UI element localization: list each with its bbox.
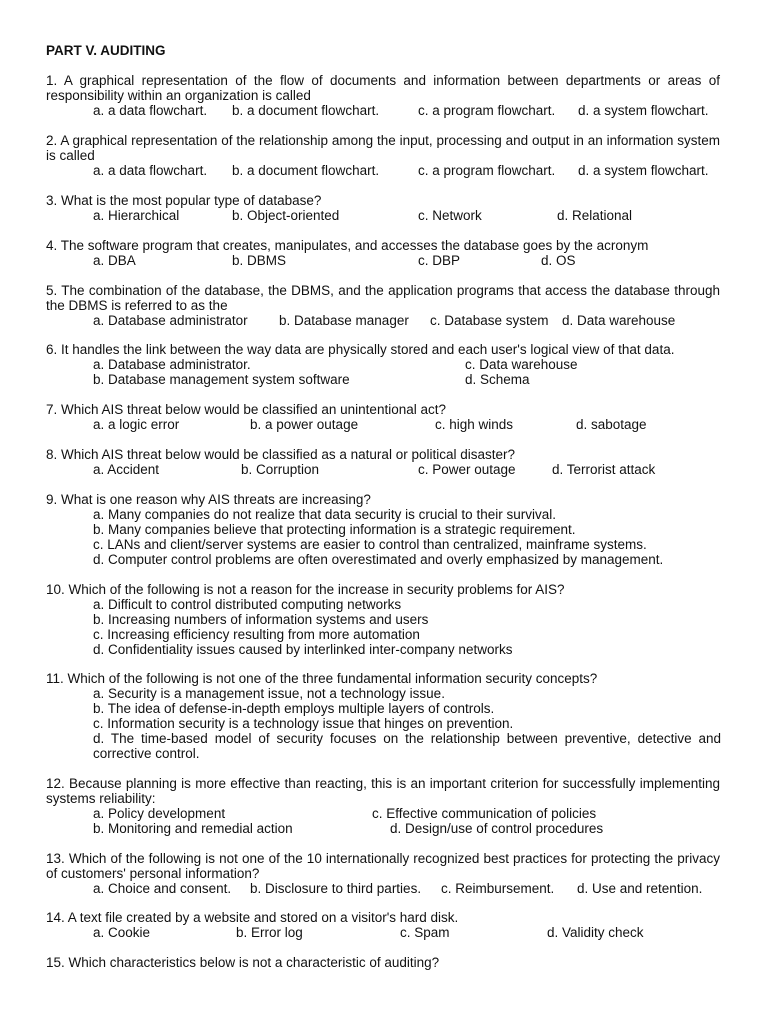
question-11-option-b: b. The idea of defense-in-depth employs multiple layers of controls. (93, 701, 495, 716)
question-14-option-d: d. Validity check (547, 925, 644, 940)
question-13-option-a: a. Choice and consent. (93, 881, 232, 896)
question-3-option-a: a. Hierarchical (93, 208, 180, 223)
question-7-option-b: b. a power outage (250, 417, 359, 432)
question-5-option-c: c. Database system (430, 313, 549, 328)
question-1-option-d: d. a system flowchart. (578, 103, 709, 118)
question-13-option-d: d. Use and retention. (577, 881, 703, 896)
question-2-option-a: a. a data flowchart. (93, 163, 208, 178)
question-9-option-c: c. LANs and client/server systems are easier to control than centralized, mainframe systems. (93, 537, 647, 552)
question-7-option-d: d. sabotage (576, 417, 647, 432)
question-7-option-a: a. a logic error (93, 417, 180, 432)
question-12-option-b: b. Monitoring and remedial action (93, 821, 293, 836)
question-2-stem: 2. A graphical representation of the relationship among the input, processing and output in an information system is called (46, 133, 720, 163)
question-1-option-a: a. a data flowchart. (93, 103, 208, 118)
question-13-option-b: b. Disclosure to third parties. (250, 881, 422, 896)
question-11-option-d: d. The time-based model of security focuses on the relationship between preventive, detective and corrective control. (93, 731, 721, 761)
question-10-option-b: b. Increasing numbers of information systems and users (93, 612, 429, 627)
question-12-option-c: c. Effective communication of policies (372, 806, 597, 821)
question-11-options (93, 686, 721, 761)
question-14-option-b: b. Error log (236, 925, 303, 940)
question-9-option-b: b. Many companies believe that protecting information is a strategic requirement. (93, 522, 576, 537)
question-13-stem: 13. Which of the following is not one of the 10 internationally recognized best practices for protecting the privacy of customers' personal information? (46, 851, 720, 881)
question-9-option-a: a. Many companies do not realize that data security is crucial to their survival. (93, 507, 556, 522)
question-13-option-c: c. Reimbursement. (441, 881, 555, 896)
question-15-stem: 15. Which characteristics below is not a characteristic of auditing? (46, 955, 440, 970)
question-9-stem: 9. What is one reason why AIS threats are increasing? (46, 492, 371, 507)
question-7-option-c: c. high winds (435, 417, 514, 432)
question-12-option-a: a. Policy development (93, 806, 226, 821)
question-1-option-c: c. a program flowchart. (418, 103, 556, 118)
question-10-stem: 10. Which of the following is not a reason for the increase in security problems for AIS? (46, 582, 565, 597)
question-12-stem: 12. Because planning is more effective than reacting, this is an important criterion for successfully implementing systems reliability: (46, 776, 720, 806)
question-10-option-c: c. Increasing efficiency resulting from more automation (93, 627, 420, 642)
question-5-option-a: a. Database administrator (93, 313, 248, 328)
question-4-stem: 4. The software program that creates, manipulates, and accesses the database goes by the acronym (46, 238, 649, 253)
question-5-option-d: d. Data warehouse (562, 313, 676, 328)
question-4-option-c: c. DBP (418, 253, 461, 268)
question-2-option-c: c. a program flowchart. (418, 163, 556, 178)
section-title: PART V. AUDITING (46, 43, 166, 58)
question-6-option-a: a. Database administrator. (93, 357, 251, 372)
question-4-option-d: d. OS (541, 253, 576, 268)
question-10-option-d: d. Confidentiality issues caused by interlinked inter-company networks (93, 642, 513, 657)
question-4-option-a: a. DBA (93, 253, 136, 268)
question-11-option-a: a. Security is a management issue, not a technology issue. (93, 686, 445, 701)
question-4-option-b: b. DBMS (232, 253, 287, 268)
question-8-option-c: c. Power outage (418, 462, 516, 477)
question-5-stem: 5. The combination of the database, the DBMS, and the application programs that access the database through the DBMS is referred to as the (46, 283, 720, 313)
question-10-option-a: a. Difficult to control distributed computing networks (93, 597, 402, 612)
question-3-option-b: b. Object-oriented (232, 208, 340, 223)
question-6-option-c: c. Data warehouse (465, 357, 578, 372)
question-2-option-d: d. a system flowchart. (578, 163, 709, 178)
question-2-option-b: b. a document flowchart. (232, 163, 380, 178)
question-9-option-d: d. Computer control problems are often overestimated and overly emphasized by management. (93, 552, 664, 567)
question-7-stem: 7. Which AIS threat below would be classified an unintentional act? (46, 402, 446, 417)
question-14-option-a: a. Cookie (93, 925, 151, 940)
question-3-stem: 3. What is the most popular type of database? (46, 193, 322, 208)
question-14-option-c: c. Spam (400, 925, 450, 940)
question-6-stem: 6. It handles the link between the way data are physically stored and each user's logical view of that data. (46, 342, 675, 357)
question-3-option-d: d. Relational (557, 208, 633, 223)
question-11-option-c: c. Information security is a technology issue that hinges on prevention. (93, 716, 514, 731)
question-1-stem: 1. A graphical representation of the flow of documents and information between departments or areas of responsibility within an organization is called (46, 73, 720, 103)
question-11-stem: 11. Which of the following is not one of the three fundamental information security concepts? (46, 671, 598, 686)
question-8-stem: 8. Which AIS threat below would be classified as a natural or political disaster? (46, 447, 515, 462)
question-5-option-b: b. Database manager (279, 313, 409, 328)
question-6-option-d: d. Schema (465, 372, 530, 387)
question-8-option-a: a. Accident (93, 462, 160, 477)
question-3-option-c: c. Network (418, 208, 482, 223)
question-12-option-d: d. Design/use of control procedures (390, 821, 604, 836)
question-6-option-b: b. Database management system software (93, 372, 350, 387)
question-8-option-d: d. Terrorist attack (552, 462, 656, 477)
question-8-option-b: b. Corruption (241, 462, 320, 477)
question-14-stem: 14. A text file created by a website and stored on a visitor's hard disk. (46, 910, 459, 925)
question-1-option-b: b. a document flowchart. (232, 103, 380, 118)
